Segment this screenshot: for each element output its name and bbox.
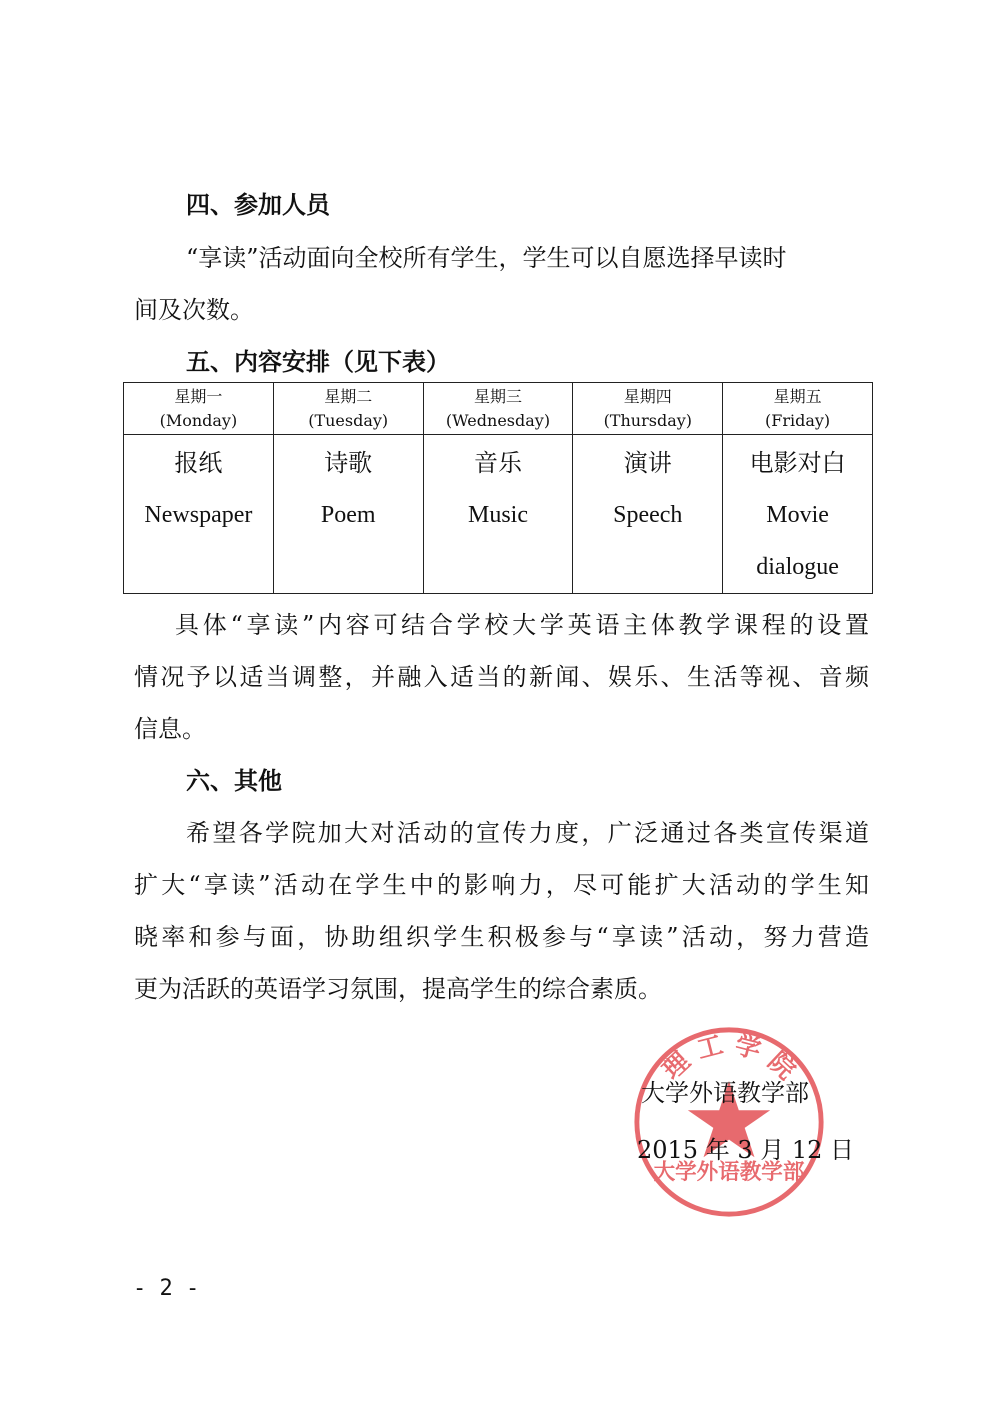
content-monday: 报纸 Newspaper: [124, 435, 274, 594]
section6-line1: 希望各学院加大对活动的宣传力度，广泛通过各类宣传渠道: [186, 819, 869, 847]
section6-line3: 晓率和参与面，协助组织学生积极参与“享读”活动，努力营造: [134, 923, 869, 951]
signature-date: 2015 年 3 月 12 日: [637, 1136, 855, 1164]
section4-line2: 间及次数。: [134, 296, 254, 324]
content-wednesday: 音乐 Music: [423, 435, 573, 594]
header-thursday: 星期四 (Thursday): [573, 383, 723, 435]
section4-heading: 四、参加人员: [186, 191, 330, 219]
official-seal-icon: [631, 1024, 827, 1220]
seal-top-text: 理 工 学 院: [657, 1030, 801, 1086]
section6-heading: 六、其他: [186, 767, 282, 795]
header-friday: 星期五 (Friday): [723, 383, 873, 435]
section5-after-line2: 情况予以适当调整，并融入适当的新闻、娱乐、生活等视、音频: [134, 663, 869, 691]
section5-after-line1: 具体“享读”内容可结合学校大学英语主体教学课程的设置: [175, 611, 869, 639]
signature-department: 大学外语教学部: [641, 1079, 809, 1107]
schedule-table: [123, 382, 873, 594]
section5-heading: 五、内容安排（见下表）: [186, 348, 450, 376]
content-friday: 电影对白 Movie dialogue: [723, 435, 873, 594]
seal-bottom-text: 大学外语教学部: [653, 1159, 805, 1185]
table-content-row: [124, 435, 873, 594]
header-tuesday: 星期二 (Tuesday): [273, 383, 423, 435]
section5-after-line3: 信息。: [134, 715, 206, 743]
content-tuesday: 诗歌 Poem: [273, 435, 423, 594]
page-number: - 2 -: [133, 1276, 200, 1301]
header-wednesday: 星期三 (Wednesday): [423, 383, 573, 435]
table-header-row: [124, 383, 873, 435]
section6-line2: 扩大“享读”活动在学生中的影响力，尽可能扩大活动的学生知: [134, 871, 869, 899]
section4-line1: “享读”活动面向全校所有学生，学生可以自愿选择早读时: [186, 244, 787, 272]
header-monday: 星期一 (Monday): [124, 383, 274, 435]
section6-line4: 更为活跃的英语学习氛围，提高学生的综合素质。: [134, 975, 662, 1003]
content-thursday: 演讲 Speech: [573, 435, 723, 594]
